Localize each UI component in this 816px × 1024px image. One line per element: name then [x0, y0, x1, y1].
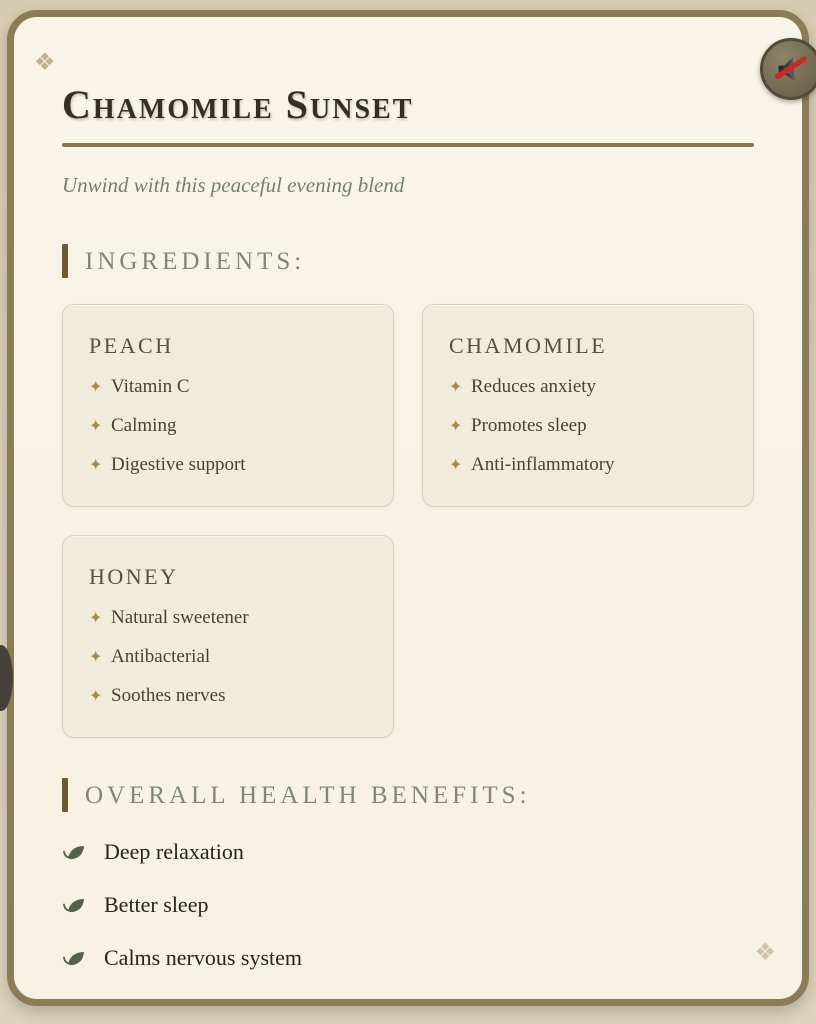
list-item	[62, 892, 754, 918]
title-rule	[62, 143, 754, 147]
list-item	[449, 454, 727, 476]
ingredient-property: Digestive support	[111, 454, 246, 475]
ingredient-property: Natural sweetener	[111, 607, 249, 628]
list-item	[89, 415, 367, 437]
leaf-icon	[62, 841, 88, 863]
ingredient-property: Antibacterial	[111, 646, 211, 667]
star-bullet-icon: ✦	[449, 379, 463, 396]
star-bullet-icon: ✦	[89, 688, 103, 705]
heading-accent-bar	[62, 244, 68, 278]
recipe-card	[7, 10, 809, 1006]
ingredients-section-heading	[62, 244, 754, 278]
ingredient-card-chamomile	[422, 304, 754, 507]
ingredient-property: Calming	[111, 415, 177, 436]
ingredient-name: CHAMOMILE	[449, 333, 608, 358]
muted-speaker-icon	[771, 49, 811, 89]
benefit-text: Deep relaxation	[104, 839, 244, 864]
benefits-heading-label: OVERALL HEALTH BENEFITS:	[85, 781, 531, 809]
list-item	[449, 376, 727, 398]
list-item	[89, 376, 367, 398]
heading-accent-bar	[62, 778, 68, 812]
leaf-icon	[62, 894, 88, 916]
star-bullet-icon: ✦	[449, 457, 463, 474]
ingredient-property: Reduces anxiety	[471, 376, 597, 397]
ingredient-card-peach	[62, 304, 394, 507]
star-bullet-icon: ✦	[89, 457, 103, 474]
benefits-section-heading	[62, 778, 754, 812]
mute-audio-button[interactable]	[760, 38, 816, 100]
page-subtitle: Unwind with this peaceful evening blend	[62, 173, 405, 197]
benefit-text: Better sleep	[104, 892, 209, 917]
list-item	[62, 945, 754, 971]
list-item	[62, 839, 754, 865]
list-item	[449, 415, 727, 437]
star-bullet-icon: ✦	[89, 610, 103, 627]
list-item	[89, 454, 367, 476]
ingredient-property: Anti-inflammatory	[471, 454, 615, 475]
leaf-icon	[62, 947, 88, 969]
star-bullet-icon: ✦	[89, 379, 103, 396]
list-item	[89, 607, 367, 629]
star-bullet-icon: ✦	[89, 418, 103, 435]
ingredients-heading-label: INGREDIENTS:	[85, 247, 306, 275]
benefit-text: Calms nervous system	[104, 945, 302, 970]
corner-ornament-icon: ❖	[34, 50, 56, 76]
star-bullet-icon: ✦	[449, 418, 463, 435]
ingredient-card-honey	[62, 535, 394, 738]
star-bullet-icon: ✦	[89, 649, 103, 666]
ingredient-name: HONEY	[89, 564, 179, 589]
benefit-list	[62, 839, 754, 971]
ingredient-name: PEACH	[89, 333, 174, 358]
ingredient-property: Promotes sleep	[471, 415, 587, 436]
list-item	[89, 646, 367, 668]
page-title: Chamomile Sunset	[62, 82, 414, 127]
ingredient-property: Vitamin C	[111, 376, 190, 397]
ingredient-grid	[62, 304, 754, 738]
corner-ornament-icon: ❖	[754, 940, 776, 966]
list-item	[89, 685, 367, 707]
ingredient-property: Soothes nerves	[111, 685, 226, 706]
